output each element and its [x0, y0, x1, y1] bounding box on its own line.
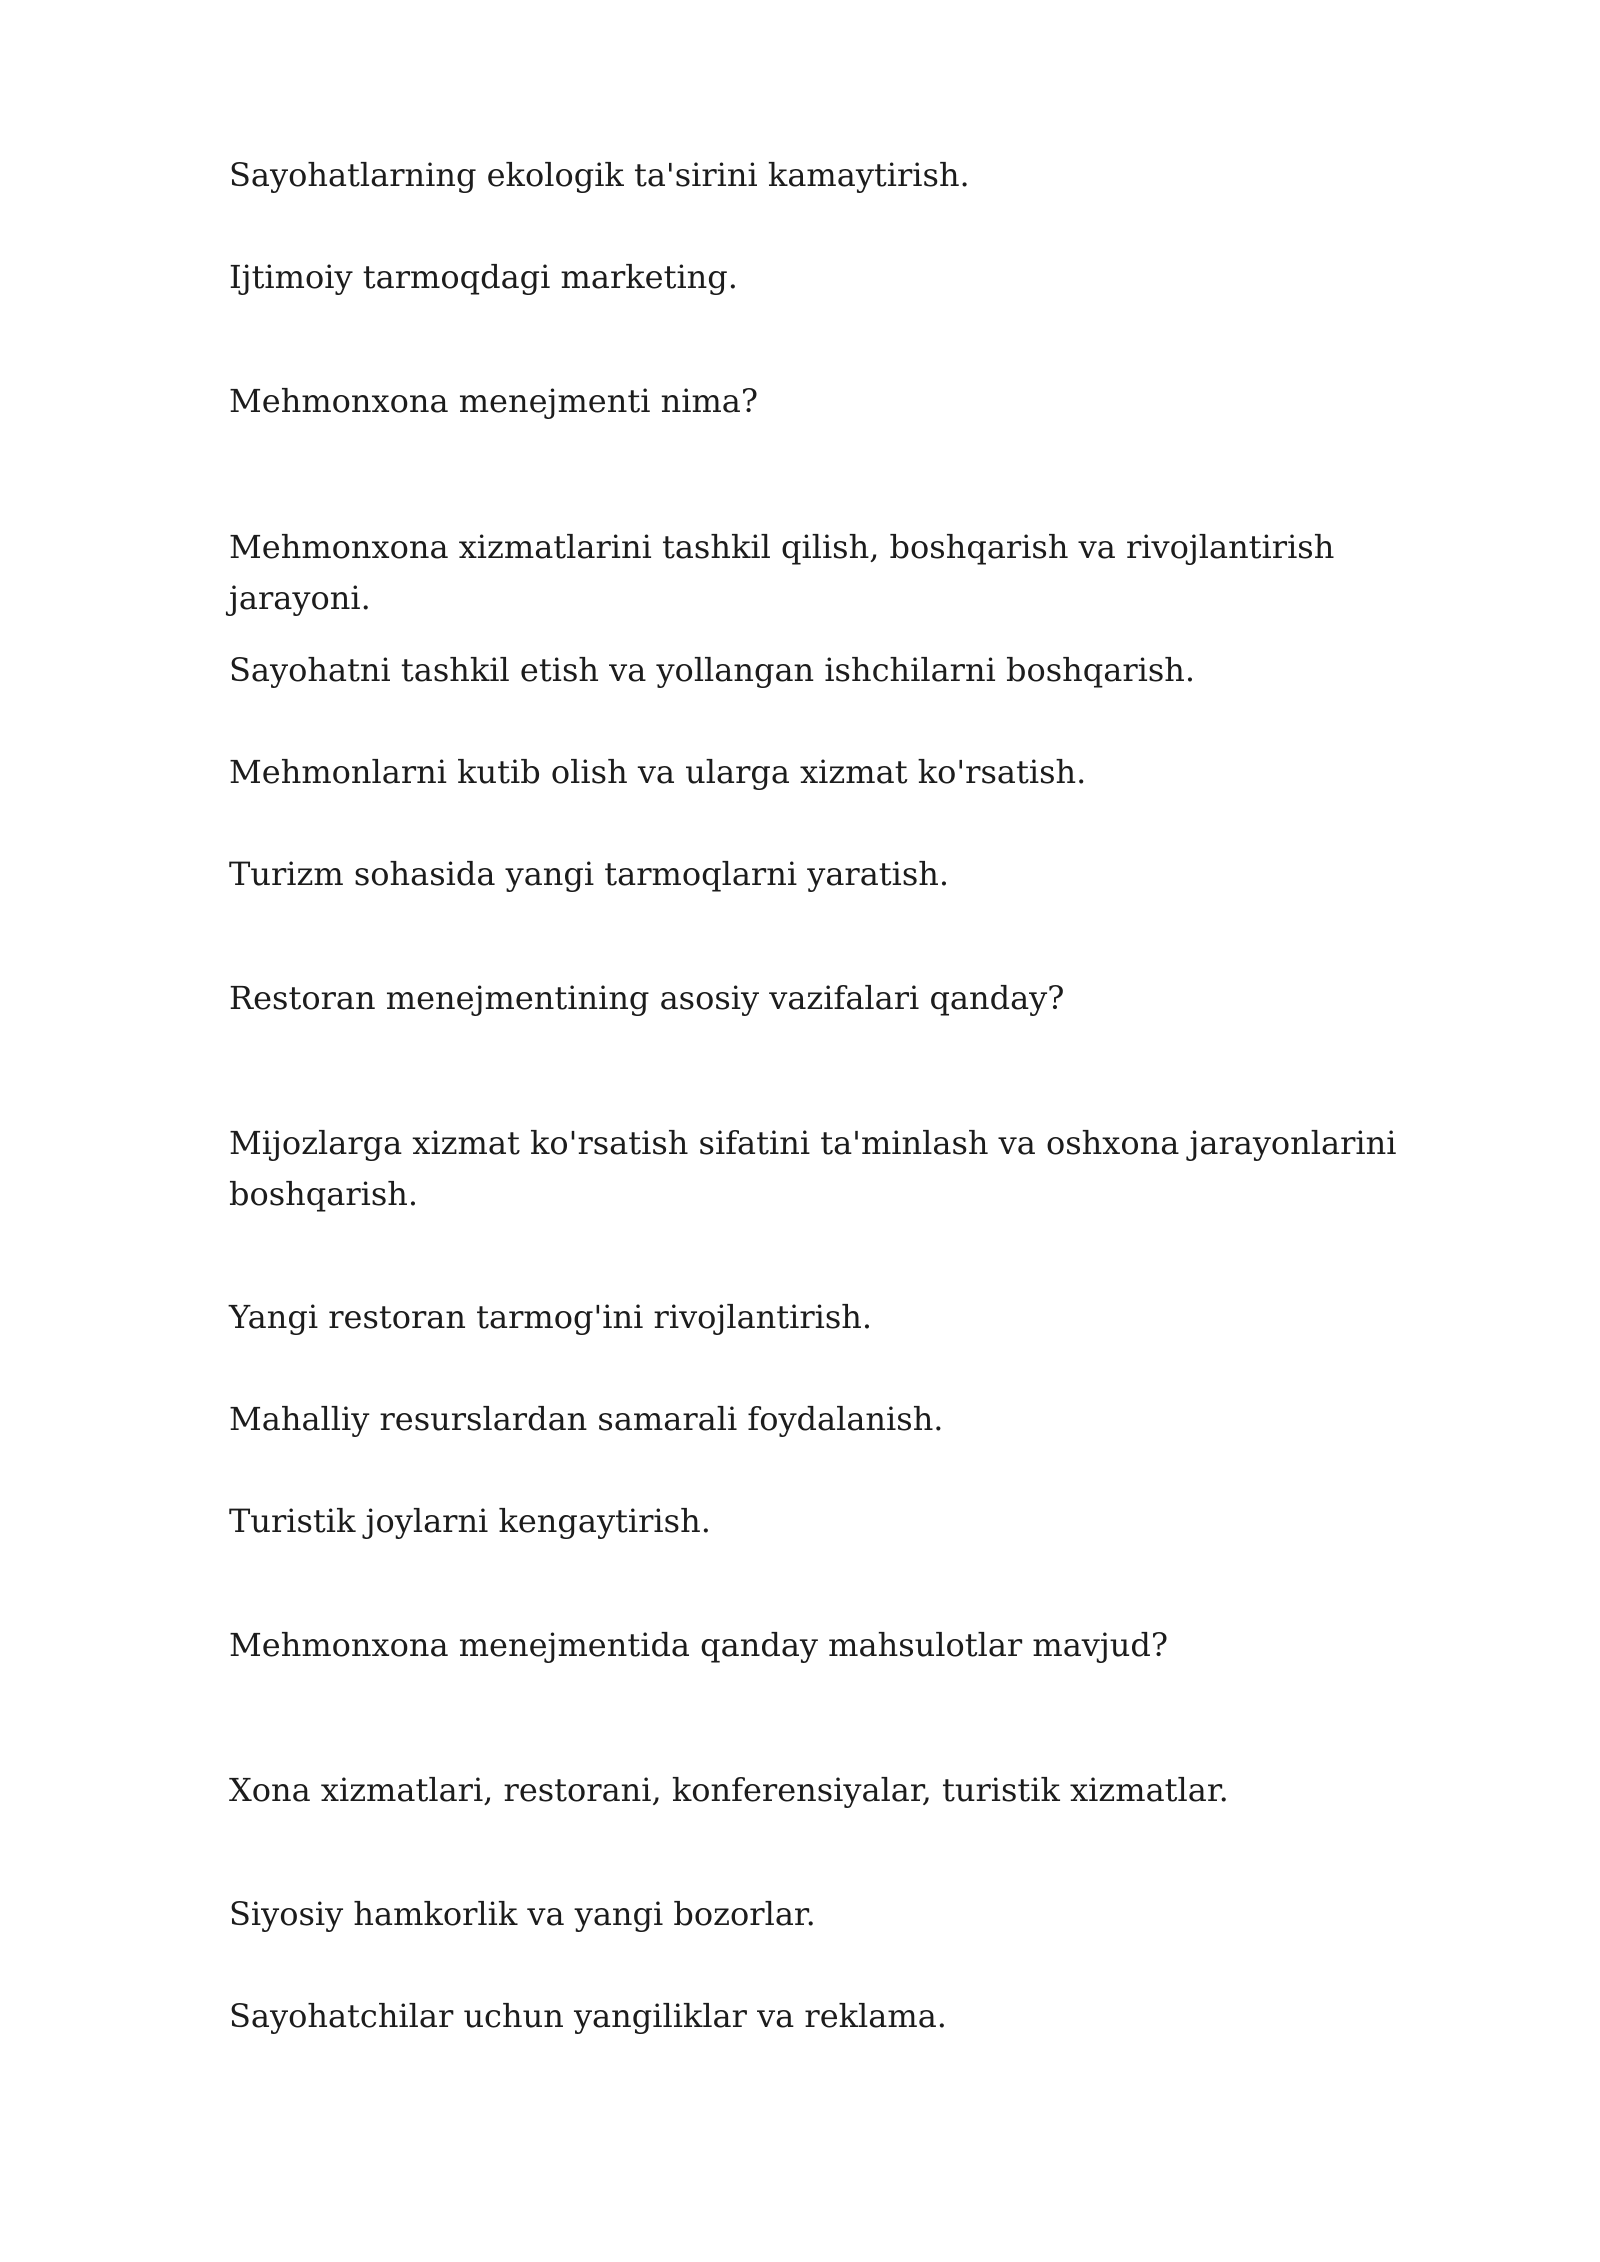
question-text: Mehmonxona menejmentida qanday mahsulotlar mavjud? [229, 1626, 1169, 1664]
answer-option: Mijozlarga xizmat ko'rsatish sifatini ta'minlash va oshxona jarayonlarini boshqarish. [229, 1124, 1397, 1213]
answer-option: Sayohatni tashkil etish va yollangan ishchilarni boshqarish. [229, 651, 1196, 689]
question-text: Restoran menejmentining asosiy vazifalari qanday? [229, 979, 1065, 1017]
answer-option: Xona xizmatlari, restorani, konferensiyalar, turistik xizmatlar. [229, 1771, 1229, 1809]
answer-option: Mahalliy resurslardan samarali foydalanish. [229, 1400, 944, 1438]
answer-option: Ijtimoiy tarmoqdagi marketing. [229, 258, 738, 296]
answer-option: Turizm sohasida yangi tarmoqlarni yaratish. [229, 855, 950, 893]
answer-option: Mehmonlarni kutib olish va ularga xizmat ko'rsatish. [229, 753, 1087, 791]
answer-option: Yangi restoran tarmog'ini rivojlantirish. [229, 1298, 873, 1336]
answer-option: Sayohatlarning ekologik ta'sirini kamaytirish. [229, 156, 970, 194]
answer-option: Siyosiy hamkorlik va yangi bozorlar. [229, 1895, 816, 1933]
answer-option: Turistik joylarni kengaytirish. [229, 1502, 711, 1540]
question-text: Mehmonxona menejmenti nima? [229, 382, 759, 420]
answer-option: Sayohatchilar uchun yangiliklar va reklama. [229, 1997, 947, 2035]
answer-option: Mehmonxona xizmatlarini tashkil qilish, boshqarish va rivojlantirish jarayoni. [229, 528, 1335, 617]
